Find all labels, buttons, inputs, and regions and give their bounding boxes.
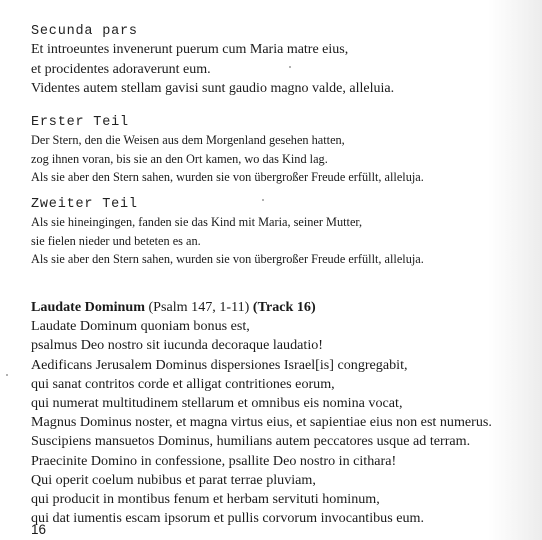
- section-laudate-dominum: [31, 298, 491, 528]
- text-line: Et introeuntes invenerunt puerum cum Maria matre eius,: [31, 42, 349, 57]
- text-line: zog ihnen voran, bis sie an den Ort kamen, wo das Kind lag.: [31, 151, 328, 166]
- section-heading: Zweiter Teil: [31, 197, 138, 212]
- text-line: Qui operit coelum nubibus et parat terrae pluviam,: [31, 471, 316, 488]
- section-secunda-pars: [31, 23, 491, 99]
- facing-page-shadow: [488, 0, 542, 540]
- text-line: qui sanat contritos corde et alligat contritiones eorum,: [31, 375, 335, 392]
- scan-speck: [6, 374, 8, 376]
- section-erster-teil: [31, 114, 491, 187]
- text-line: et procidentes adoraverunt eum.: [31, 61, 211, 77]
- text-line: Als sie hineingingen, fanden sie das Kind mit Maria, seiner Mutter,: [31, 215, 363, 229]
- section-heading: Secunda pars: [31, 24, 138, 39]
- track-label: (Track 16): [252, 299, 316, 315]
- text-line: Magnus Dominus noster, et magna virtus eius, et sapientiae eius non est numerus.: [31, 414, 492, 431]
- text-line: Als sie aber den Stern sahen, wurden sie von übergroßer Freude erfüllt, alleluja.: [31, 252, 424, 267]
- psalm-title-line: [31, 298, 491, 317]
- text-line: Videntes autem stellam gavisi sunt gaudio magno valde, alleluia.: [31, 81, 395, 96]
- text-line: sie fielen nieder und beteten es an.: [31, 233, 201, 248]
- text-line: Als sie aber den Stern sahen, wurden sie von übergroßer Freude erfüllt, alleluja.: [31, 170, 424, 185]
- scan-speck: [262, 199, 264, 201]
- page-number: 16: [31, 522, 47, 537]
- text-line: Suscipiens mansuetos Dominus, humilians autem peccatores usque ad terram.: [31, 433, 471, 450]
- text-line: Der Stern, den die Weisen aus dem Morgenland gesehen hatten,: [31, 133, 345, 147]
- psalm-reference: (Psalm 147, 1-11): [148, 299, 250, 315]
- section-zweiter-teil: [31, 196, 491, 269]
- text-line: psalmus Deo nostro sit iucunda decoraque laudatio!: [31, 337, 323, 354]
- text-line: Laudate Dominum quoniam bonus est,: [31, 318, 250, 335]
- scan-speck: [289, 66, 291, 68]
- psalm-title: Laudate Dominum: [31, 299, 145, 315]
- text-line: qui producit in montibus fenum et herbam servituti hominum,: [31, 491, 380, 508]
- text-line: Aedificans Jerusalem Dominus dispersiones Israel[is] congregabit,: [31, 356, 408, 373]
- text-line: qui dat iumentis escam ipsorum et pullis corvorum invocantibus eum.: [31, 510, 424, 527]
- section-heading: Erster Teil: [31, 115, 129, 130]
- text-line: Praecinite Domino in confessione, psallite Deo nostro in cithara!: [31, 452, 397, 469]
- text-line: qui numerat multitudinem stellarum et omnibus eis nomina vocat,: [31, 395, 403, 412]
